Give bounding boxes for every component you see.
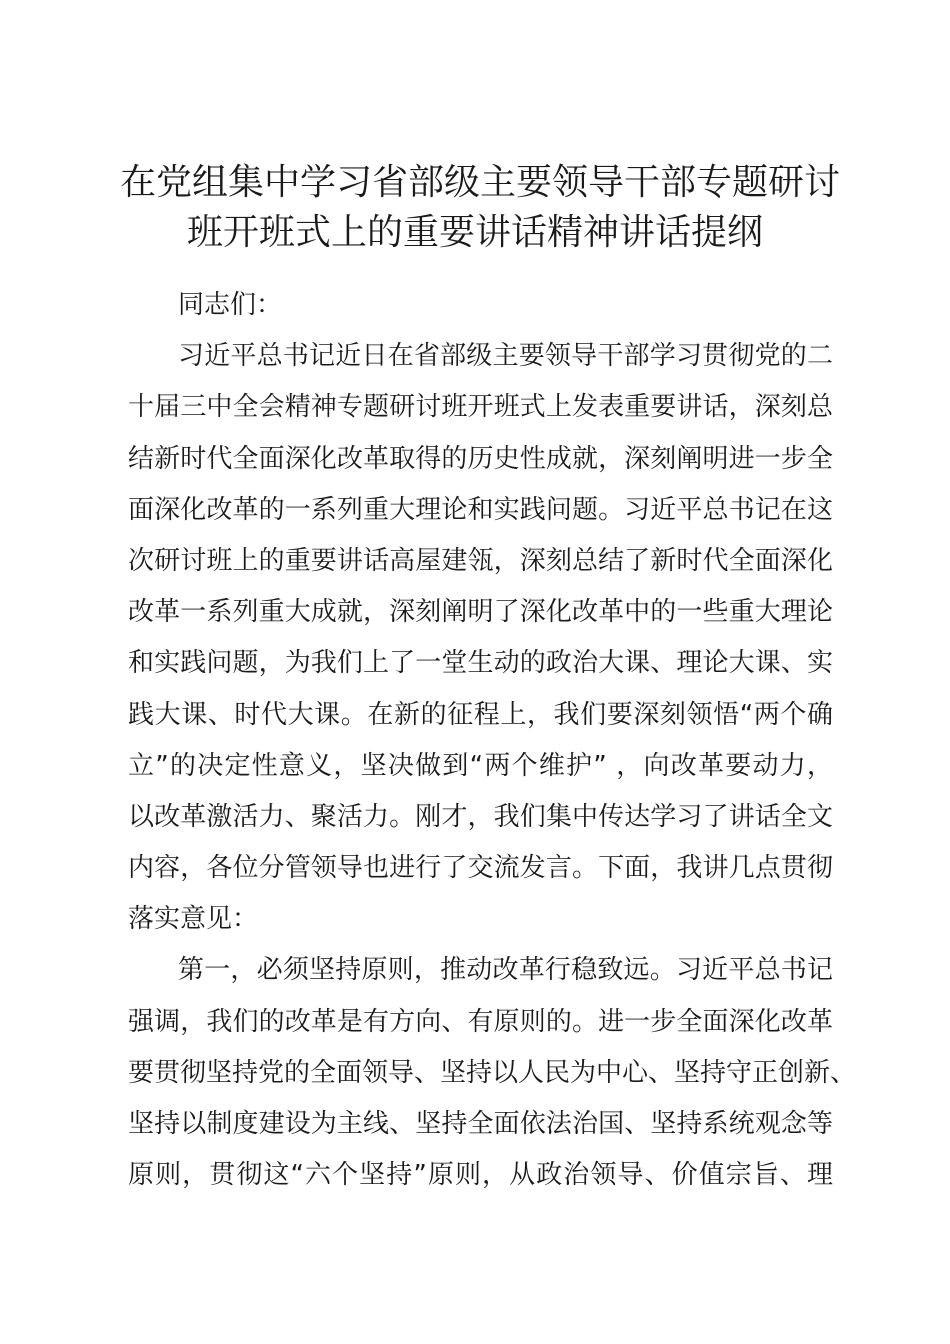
document-body bbox=[128, 280, 857, 1201]
text-line: 结新时代全面深化改革取得的历史性成就，深刻阐明进一步全 bbox=[128, 443, 833, 474]
text-line: 十届三中全会精神专题研讨班开班式上发表重要讲话，深刻总 bbox=[128, 392, 833, 423]
title-line-2: 班开班式上的重要讲话精神讲话提纲 bbox=[186, 212, 763, 253]
text-line: 以改革激活力、聚活力。刚才，我们集中传达学习了讲话全文 bbox=[128, 801, 833, 832]
document-title bbox=[120, 158, 841, 258]
text-line: 第一，必须坚持原则，推动改革行稳致远。习近平总书记 bbox=[178, 955, 833, 986]
text-line: 内容，各位分管领导也进行了交流发言。下面，我讲几点贯彻 bbox=[128, 853, 833, 884]
text-line: 同志们： bbox=[178, 290, 283, 320]
text-line: 和实践问题，为我们上了一堂生动的政治大课、理论大课、实 bbox=[128, 648, 833, 679]
text-line: 立”的决定性意义，坚决做到“两个维护” ，向改革要动力， bbox=[128, 750, 833, 781]
text-line: 强调，我们的改革是有方向、有原则的。进一步全面深化改革 bbox=[128, 1006, 833, 1037]
text-line: 践大课、时代大课。在新的征程上，我们要深刻领悟“两个确 bbox=[128, 699, 833, 730]
text-line: 改革一系列重大成就，深刻阐明了深化改革中的一些重大理论 bbox=[128, 597, 833, 628]
text-line: 坚持以制度建设为主线、坚持全面依法治国、坚持系统观念等 bbox=[128, 1109, 833, 1139]
text-line: 面深化改革的一系列重大理论和实践问题。习近平总书记在这 bbox=[128, 494, 833, 525]
text-line: 次研讨班上的重要讲话高屋建瓴，深刻总结了新时代全面深化 bbox=[128, 545, 833, 576]
text-line: 原则，贯彻这“六个坚持”原则，从政治领导、价值宗旨、理 bbox=[128, 1160, 833, 1191]
text-line: 要贯彻坚持党的全面领导、坚持以人民为中心、坚持守正创新、 bbox=[128, 1057, 857, 1088]
title-line-1: 在党组集中学习省部级主要领导干部专题研讨 bbox=[120, 162, 841, 203]
text-line: 落实意见： bbox=[128, 904, 259, 935]
text-line: 习近平总书记近日在省部级主要领导干部学习贯彻党的二 bbox=[178, 341, 833, 372]
